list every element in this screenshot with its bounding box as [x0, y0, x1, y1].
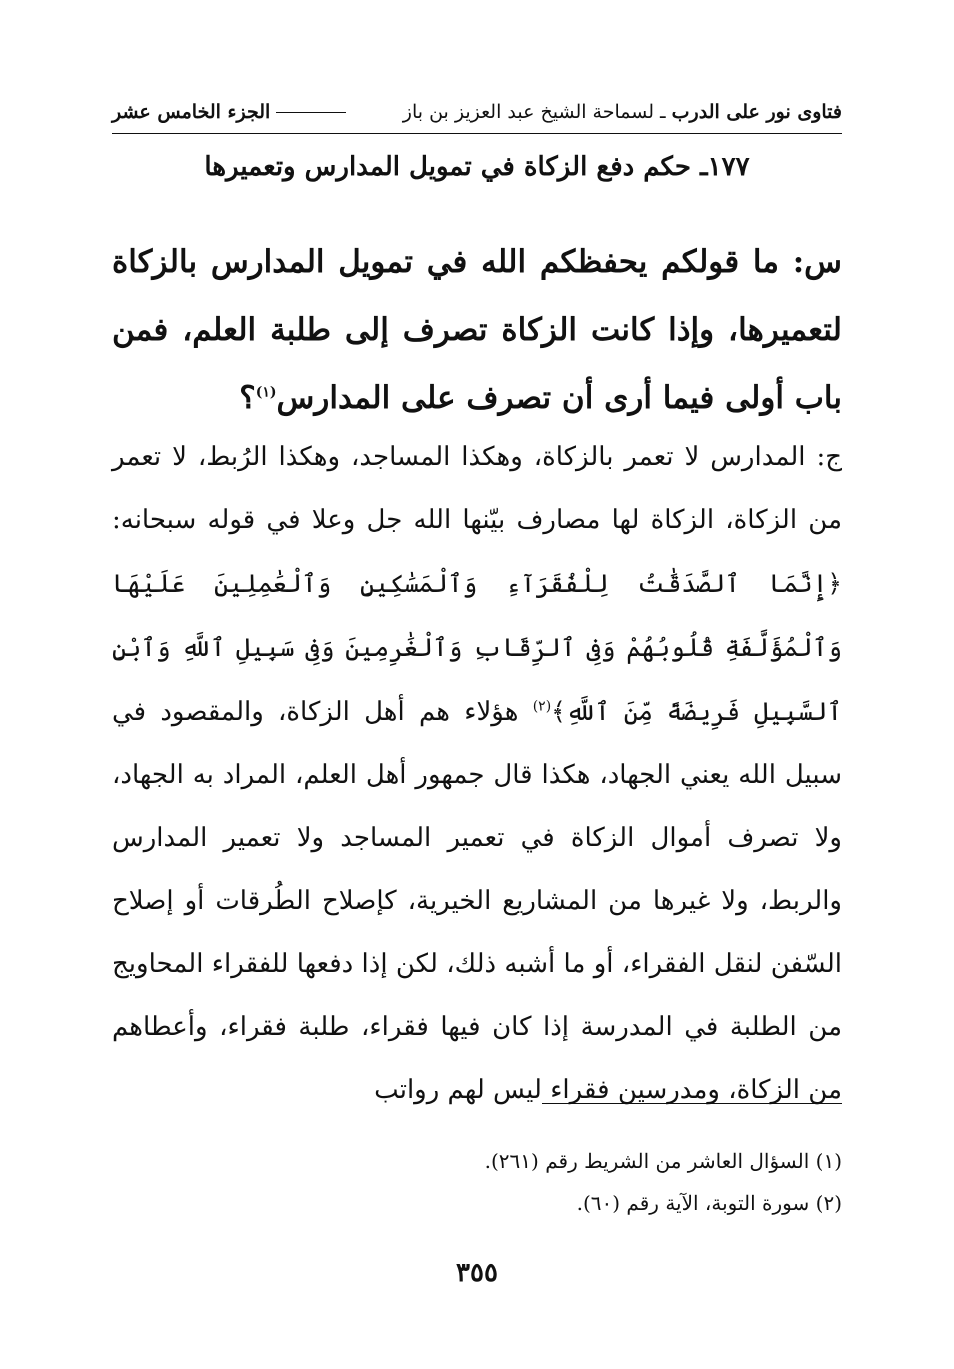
footnote-1: (١) السؤال العاشر من الشريط رقم (٢٦١). — [484, 1149, 842, 1173]
verse-footnote-ref[interactable]: (٢) — [532, 698, 552, 715]
question-paragraph — [112, 228, 842, 432]
chapter-title: ١٧٧ـ حكم دفع الزكاة في تمويل المدارس وتعميرها — [204, 152, 750, 182]
page-number: ٣٥٥ — [456, 1258, 498, 1288]
header-volume-block — [112, 101, 352, 123]
header-underline — [112, 133, 842, 134]
question-end-mark: ؟ — [239, 380, 256, 416]
header-book-info — [403, 101, 842, 123]
header-book-title: فتاوى نور على الدرب — [671, 101, 842, 123]
question-footnote-ref[interactable]: (١) — [255, 384, 277, 401]
header-author: لسماحة الشيخ عبد العزيز بن باز — [402, 101, 654, 123]
answer-paragraph — [112, 426, 842, 1122]
running-header — [112, 92, 842, 132]
question-text: س: ما قولكم يحفظكم الله في تمويل المدارس بالزكاة لتعميرها، وإذا كانت الزكاة تصرف إلى طلبة العلم، فمن باب أولى فيما أرى أن تصرف على المدارس — [112, 244, 842, 416]
answer-intro-text: ج: المدارس لا تعمر بالزكاة، وهكذا المساجد، وهكذا الرُبط، لا تعمر من الزكاة، الزكاة لها مصارف بيّنها الله جل وعلا في قوله سبحانه: — [112, 442, 842, 535]
footnote-2: (٢) سورة التوبة، الآية رقم (٦٠). — [576, 1191, 842, 1215]
header-divider — [276, 112, 346, 113]
header-volume: الجزء الخامس عشر — [112, 101, 271, 123]
quran-verse: ﴿إِنَّمَا ٱلصَّدَقَٰتُ لِلْفُقَرَآءِ وَٱلْمَسَٰكِينِ وَٱلْعَٰمِلِينَ عَلَيْهَا وَٱلْمُؤَلَّفَةِ قُلُوبُهُمْ وَفِى ٱلرِّقَابِ وَٱلْغَٰرِمِينَ وَفِى سَبِيلِ ٱللَّهِ وَٱبْنِ ٱلسَّبِيلِ فَرِيضَةً مِّنَ ٱللَّهِ﴾ — [112, 569, 842, 726]
header-dash: ـ — [654, 101, 666, 123]
footnotes — [112, 1140, 842, 1224]
footnote-separator — [542, 1103, 842, 1104]
answer-body-text: هؤلاء هم أهل الزكاة، والمقصود في سبيل الله يعني الجهاد، هكذا قال جمهور أهل العلم، المراد به الجهاد، ولا تصرف أموال الزكاة في تعمير المساجد ولا تعمير المدارس والربط، ولا غيرها من المشاريع الخيرية، كإصلاح الطُرقات أو إصلاح السّفن لنقل الفقراء، أو ما أشبه ذلك، لكن إذا دفعها للفقراء المحاويج من الطلبة في المدرسة إذا كان فيها فقراء، طلبة فقراء، وأعطاهم من الزكاة، ومدرسين فقراء ليس لهم رواتب — [112, 697, 842, 1105]
